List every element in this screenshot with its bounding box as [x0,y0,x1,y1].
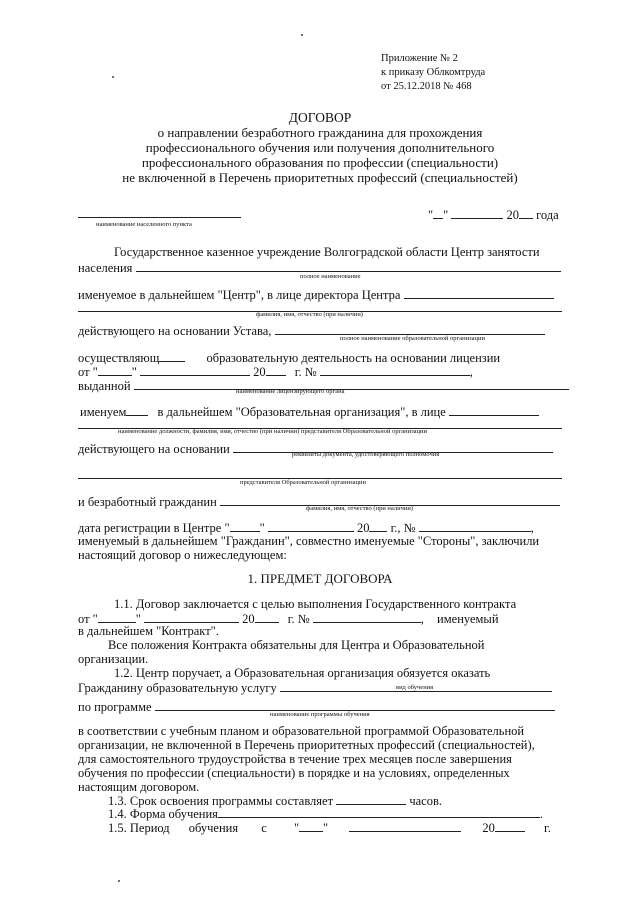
title-line-2: профессионального обучения или получения дополнительного [145,140,495,155]
named-org-prefix: именуем [80,405,127,419]
licence-year-field[interactable] [266,364,286,376]
p-all-line-1: Все положения Контракта обязательны для Центра и Образовательной [108,638,485,652]
title-line-3: профессионального образования по профессии (специальности) [141,155,499,170]
scan-speck [118,880,120,882]
citizen-text: и безработный гражданин [78,495,217,509]
caption-org-representative: представителя Образовательной организации [240,479,366,486]
p14-text: 1.4. Форма обучения [108,807,218,821]
appendix-line-2: к приказу Облкомтруда [381,67,486,78]
p11-number-label: г. № [287,612,310,626]
p11-named: именуемый [437,612,499,626]
caption-representative: наименование должности, фамилия, имя, отчество (при наличии) представителя Образовательной организации [118,428,427,435]
date-year-prefix: 20 [506,208,519,222]
p11-year-prefix: 20 [242,612,255,626]
title-line-4: не включенной в Перечень приоритетных профессий (специальностей) [122,170,518,185]
acting-charter-text: действующего на основании Устава, [78,324,272,338]
p11-comma: , [420,612,424,626]
licence-quote-close: " [131,365,137,379]
caption-program: наименование программы обучения [270,711,370,718]
document-title [60,110,580,185]
p15-year-prefix: 20 [482,821,495,835]
appendix-line-3: от 25.12.2018 № 468 [381,81,472,92]
caption-fio-2: фамилия, имя, отчество (при наличии) [306,505,413,512]
contract-date [428,207,559,222]
licence-year-prefix: 20 [253,365,266,379]
accordance-line-4: обучения по профессии (специальности) в порядке и на условиях, определенных [78,766,510,780]
p15-g: г. [544,821,551,835]
p12-line-2 [78,680,552,695]
licence-number-field[interactable] [320,364,470,376]
period-month-field[interactable] [349,820,461,832]
concluded-line: настоящий договор о нижеследующем: [78,548,287,562]
period-day-field[interactable] [299,820,323,832]
p15-from: с [261,821,267,835]
title-head: ДОГОВОР [288,110,352,125]
appendix-block [381,52,485,94]
accordance-line-3: для самостоятельного трудоустройства в течение трех месяцев после завершения [78,752,512,766]
scan-speck [301,34,303,36]
accordance-line-1: в соответствии с учебным планом и образовательной программой Образовательной [78,724,525,738]
hours-field[interactable] [336,793,406,805]
acting-basis-text: действующего на основании [78,442,230,456]
reg-number-label: г., № [390,521,416,535]
caption-training-kind: вид обучения [396,684,434,691]
reg-year-field[interactable] [369,520,387,532]
place-caption: наименование населенного пункта [96,221,192,228]
population-word: населения [78,261,133,275]
reg-quote-close: " [259,521,265,535]
p-all-line-2: организации. [78,652,149,666]
contract-number-field[interactable] [313,611,421,623]
reg-month-field[interactable] [268,520,354,532]
place-blank[interactable] [78,217,241,218]
licence-prefix: осуществляющ [78,351,160,365]
named-citizen-line: именуемый в дальнейшем "Гражданин", совместно именуемые "Стороны", заключили [78,534,540,548]
caption-docs: реквизиты документа, удостоверяющего полномочия [292,451,440,458]
period-year-field[interactable] [495,820,525,832]
p14-line: 1.4. Форма обучения . [108,807,544,821]
licence-comma: , [469,365,473,379]
licence-from: от " [78,365,98,379]
licence-line [78,350,500,365]
caption-org-full: полное наименование образовательной организации [340,335,485,342]
contract-month-field[interactable] [144,611,239,623]
contract-day-field[interactable] [98,611,136,623]
p11-quote-close: " [135,612,141,626]
reg-year-prefix: 20 [356,521,370,535]
contract-year-field[interactable] [255,611,279,623]
p15-training: обучения [188,821,239,835]
reg-date-label: дата регистрации в Центре " [78,521,230,535]
accordance-line-2: организации, не включенной в Перечень приоритетных профессий (специальностей), [78,738,535,752]
accordance-paragraph [78,724,566,794]
named-org-text: в дальнейшем "Образовательная организация", в лице [157,405,446,419]
center-full-name-field[interactable] [136,260,561,272]
reg-number-field[interactable] [419,520,531,532]
p15-line: 1.5. Период обучения с " " 20 г. [108,821,551,835]
p11-line-3: в дальнейшем "Контракт". [78,624,219,638]
date-month-field[interactable] [451,207,503,219]
p15-period: 1.5. Период [108,821,170,835]
scan-speck [112,76,114,78]
title-line-1: о направлении безработного гражданина для прохождения [157,125,483,140]
p12-service-text: Гражданину образовательную услугу [78,681,277,695]
caption-full-name: полное наименование [300,273,361,280]
caption-licensor: наименование лицензирующего органа [236,388,345,395]
registration-line [78,520,534,535]
date-day-field[interactable] [433,207,443,219]
named-org-line [80,404,539,419]
training-form-field[interactable] [218,806,540,818]
licence-month-field[interactable] [140,364,250,376]
p15-quote-close: " [323,821,329,835]
reg-comma: , [530,521,534,535]
date-year-field[interactable] [519,207,533,219]
p13-hours: часов. [409,794,442,808]
p11-from: от " [78,612,98,626]
issued-text: выданной [78,379,131,393]
licence-number-label: г. № [294,365,317,379]
caption-fio: фамилия, имя, отчество (при наличии) [256,311,363,318]
date-quote-close: " [443,208,449,222]
director-name-field-1[interactable] [404,287,554,299]
p12-line-1: 1.2. Центр поручает, а Образовательная организация обязуется оказать [114,666,491,680]
licence-text: образовательную деятельность на основании лицензии [206,351,501,365]
named-center-line [78,287,554,302]
date-year-suffix: года [536,208,559,222]
p13-text: 1.3. Срок освоения программы составляет [108,794,334,808]
licence-date-line [78,364,473,379]
program-label: по программе [78,700,152,714]
licence-day-field[interactable] [98,364,132,376]
reg-day-field[interactable] [230,520,260,532]
licensor-field[interactable] [134,378,569,390]
program-name-field[interactable] [155,699,555,711]
accordance-line-5: настоящим договором. [78,780,200,794]
named-org-ending-field[interactable] [126,404,148,416]
center-name-line: Государственное казенное учреждение Волгоградской области Центр занятости [114,245,540,259]
org-full-name-field[interactable] [275,323,545,335]
section-1-title: 1. ПРЕДМЕТ ДОГОВОРА [247,571,393,586]
p11-line-1: 1.1. Договор заключается с целью выполнения Государственного контракта [114,597,517,611]
licence-ending-field[interactable] [159,350,185,362]
named-center-text: именуемое в дальнейшем "Центр", в лице директора Центра [78,288,401,302]
appendix-line-1: Приложение № 2 [381,53,458,64]
org-representative-field-1[interactable] [449,404,539,416]
date-quote-open: " [428,208,434,222]
